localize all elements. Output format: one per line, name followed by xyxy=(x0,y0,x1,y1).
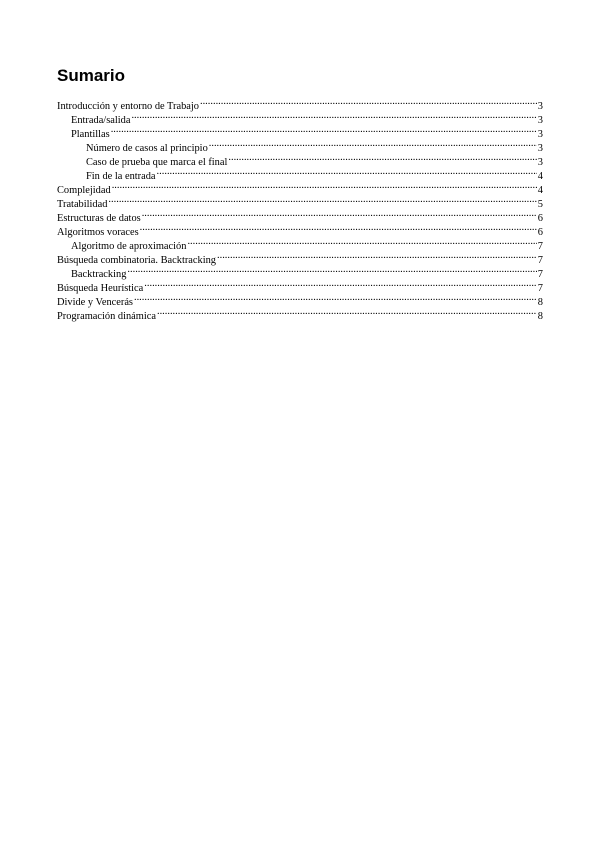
dot-leader xyxy=(157,305,537,319)
toc-entry-title: Número de casos al principio xyxy=(86,143,208,154)
table-of-contents xyxy=(57,95,543,322)
toc-entry-page-number: 6 xyxy=(537,213,543,224)
toc-entry-title: Backtracking xyxy=(71,269,127,280)
toc-entry-page-number: 6 xyxy=(537,227,543,238)
toc-entry-title: Complejidad xyxy=(57,185,111,196)
dot-leader xyxy=(157,165,537,179)
toc-entry-page-number: 4 xyxy=(537,185,543,196)
toc-entry-estructuras-datos[interactable] xyxy=(57,207,543,224)
dot-leader xyxy=(200,95,537,109)
dot-leader xyxy=(142,207,537,221)
toc-entry-page-number: 7 xyxy=(537,241,543,252)
toc-entry-backtracking[interactable] xyxy=(57,263,543,280)
toc-entry-page-number: 8 xyxy=(537,297,543,308)
toc-entry-page-number: 3 xyxy=(537,157,543,168)
toc-entry-tratabilidad[interactable] xyxy=(57,193,543,210)
dot-leader xyxy=(140,221,537,235)
toc-entry-title: Estructuras de datos xyxy=(57,213,141,224)
toc-entry-page-number: 5 xyxy=(537,199,543,210)
toc-entry-numero-casos[interactable] xyxy=(57,137,543,154)
toc-entry-title: Entrada/salida xyxy=(71,115,131,126)
dot-leader xyxy=(134,291,537,305)
toc-entry-page-number: 7 xyxy=(537,255,543,266)
toc-entry-introduccion[interactable] xyxy=(57,95,543,112)
dot-leader xyxy=(228,151,536,165)
toc-entry-page-number: 3 xyxy=(537,115,543,126)
toc-entry-page-number: 8 xyxy=(537,311,543,322)
toc-entry-page-number: 3 xyxy=(537,129,543,140)
toc-entry-page-number: 4 xyxy=(537,171,543,182)
toc-entry-title: Programación dinámica xyxy=(57,311,156,322)
toc-entry-busqueda-heuristica[interactable] xyxy=(57,277,543,294)
toc-entry-page-number: 7 xyxy=(537,283,543,294)
toc-entry-page-number: 3 xyxy=(537,101,543,112)
dot-leader xyxy=(209,137,537,151)
toc-entry-title: Introducción y entorno de Trabajo xyxy=(57,101,199,112)
toc-entry-title: Tratabilidad xyxy=(57,199,108,210)
toc-entry-title: Caso de prueba que marca el final xyxy=(86,157,228,168)
dot-leader xyxy=(144,277,537,291)
toc-entry-page-number: 7 xyxy=(537,269,543,280)
toc-entry-complejidad[interactable] xyxy=(57,179,543,196)
toc-entry-title: Búsqueda combinatoria. Backtracking xyxy=(57,255,216,266)
toc-entry-title: Algoritmos voraces xyxy=(57,227,139,238)
dot-leader xyxy=(108,193,536,207)
toc-entry-page-number: 3 xyxy=(537,143,543,154)
dot-leader xyxy=(111,123,537,137)
toc-entry-title: Fin de la entrada xyxy=(86,171,156,182)
toc-heading: Sumario xyxy=(57,66,126,85)
dot-leader xyxy=(217,249,537,263)
dot-leader xyxy=(131,109,536,123)
toc-entry-title: Divide y Vencerás xyxy=(57,297,133,308)
dot-leader xyxy=(187,235,536,249)
toc-entry-title: Plantillas xyxy=(71,129,110,140)
toc-entry-title: Búsqueda Heurística xyxy=(57,283,144,294)
toc-entry-plantillas[interactable] xyxy=(57,123,543,140)
dot-leader xyxy=(127,263,536,277)
dot-leader xyxy=(112,179,537,193)
toc-entry-title: Algoritmo de aproximación xyxy=(71,241,187,252)
